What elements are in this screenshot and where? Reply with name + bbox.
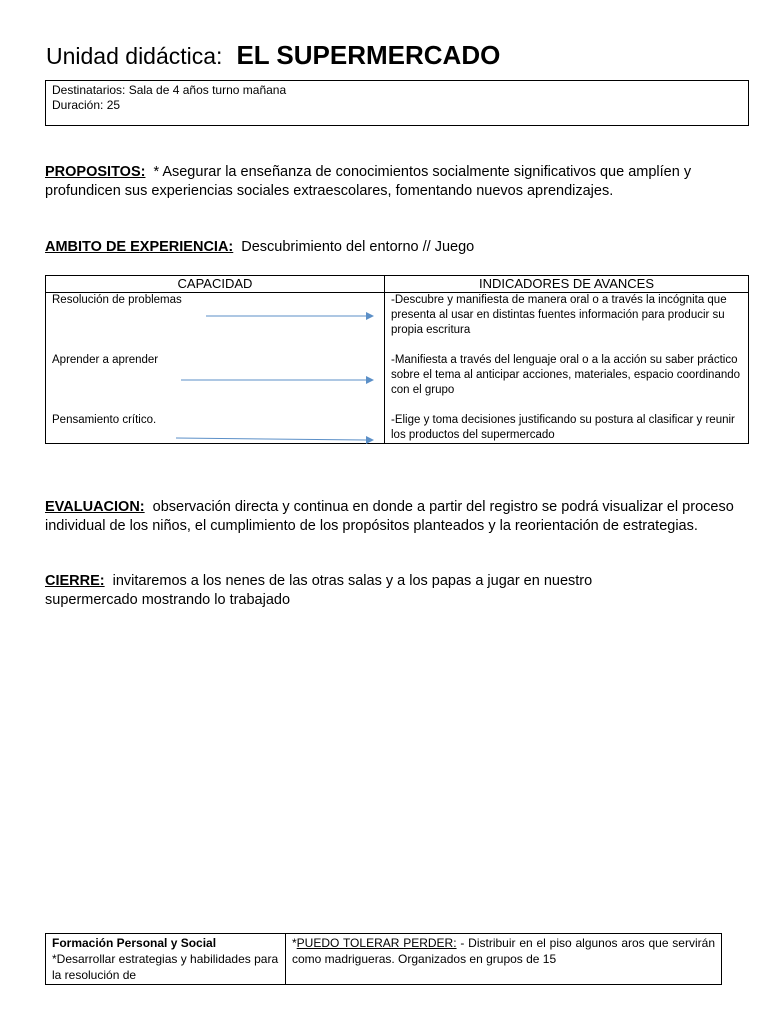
evaluacion-heading: EVALUACION: xyxy=(45,499,145,515)
ambito-text: Descubrimiento del entorno // Juego xyxy=(241,239,475,255)
evaluacion-text: observación directa y continua en donde a partir del registro se podrá visualizar el proceso individual de los niños, el cumplimiento de los propósitos planteados y la reorientación de estrategias. xyxy=(45,499,734,534)
capacity-cell xyxy=(46,293,385,444)
indicators-header: INDICADORES DE AVANCES xyxy=(385,276,749,293)
propositos-section xyxy=(45,163,735,201)
indicator-item-2: -Manifiesta a través del lenguaje oral o a la acción su saber práctico sobre el tema al anticipar acciones, materiales, espacio coordinando con el grupo xyxy=(391,354,741,396)
propositos-heading: PROPOSITOS: xyxy=(45,164,146,180)
area-cell xyxy=(46,934,286,985)
arrow-icon xyxy=(181,375,376,385)
indicator-item-1: -Descubre y manifiesta de manera oral o a través la incógnita que presenta al usar en distintas fuentes información para producir su propia escritura xyxy=(391,294,727,336)
info-box xyxy=(45,80,749,126)
area-title: Formación Personal y Social xyxy=(52,936,217,950)
cierre-heading: CIERRE: xyxy=(45,573,105,589)
activity-text: - Distribuir en el piso algunos aros que servirán como madrigueras. Organizados en grupos de 15 xyxy=(292,936,715,966)
evaluacion-section xyxy=(45,498,745,536)
title-label: Unidad didáctica: xyxy=(46,43,223,69)
ambito-section xyxy=(45,238,735,257)
cierre-section xyxy=(45,572,645,610)
arrow-icon xyxy=(176,434,376,444)
ambito-heading: AMBITO DE EXPERIENCIA: xyxy=(45,239,234,255)
indicators-cell xyxy=(385,293,749,444)
title-main: EL SUPERMERCADO xyxy=(236,40,501,70)
capacity-item-2: Aprender a aprender xyxy=(52,354,159,366)
activity-heading: PUEDO TOLERAR PERDER: xyxy=(296,936,457,950)
activity-prefix: * xyxy=(292,936,297,950)
indicator-item-3: -Elige y toma decisiones justificando su postura al clasificar y reunir los productos del supermercado xyxy=(391,414,735,441)
activity-cell xyxy=(286,934,722,985)
info-recipients: Destinatarios: Sala de 4 años turno mañana xyxy=(52,83,287,97)
cierre-text: invitaremos a los nenes de las otras salas y a los papas a jugar en nuestro supermercado mostrando lo trabajado xyxy=(45,573,593,608)
activity-table xyxy=(45,933,722,985)
capacity-item-3: Pensamiento crítico. xyxy=(52,414,157,426)
capacity-table xyxy=(45,275,749,444)
propositos-text: * Asegurar la enseñanza de conocimientos socialmente significativos que amplíen y profundicen sus experiencias sociales extraescolares, fomentando nuevos aprendizajes. xyxy=(45,164,692,199)
arrow-icon xyxy=(206,311,376,321)
area-text: *Desarrollar estrategias y habilidades para la resolución de xyxy=(52,952,279,982)
capacity-header: CAPACIDAD xyxy=(46,276,385,293)
capacity-item-1: Resolución de problemas xyxy=(52,294,182,306)
info-duration: Duración: 25 xyxy=(52,98,121,112)
page-title xyxy=(46,40,500,71)
